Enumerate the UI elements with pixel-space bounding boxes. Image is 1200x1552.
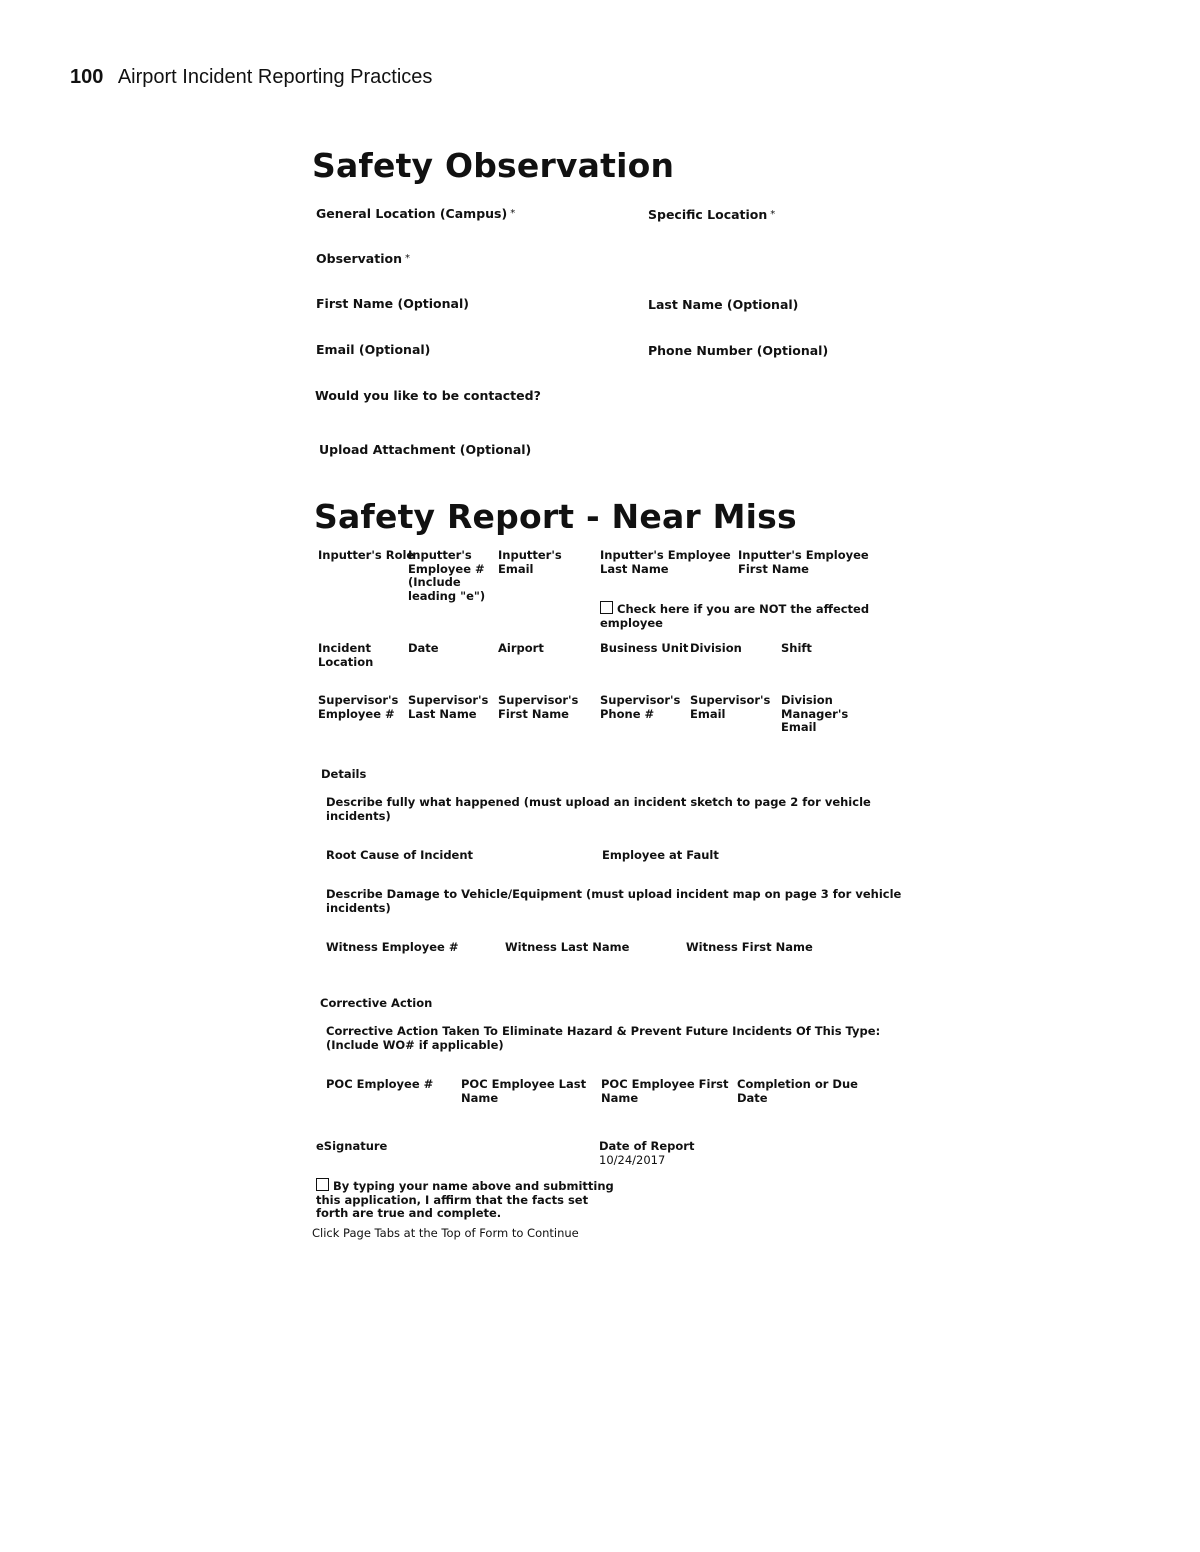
label-line: employee (600, 615, 663, 630)
label-line: Manager's (781, 706, 849, 721)
date-of-report-label: Date of Report (599, 1139, 695, 1153)
root-cause-label[interactable]: Root Cause of Incident (326, 848, 474, 862)
upload-attachment-label[interactable]: Upload Attachment (Optional) (319, 442, 532, 457)
first-name-label[interactable]: First Name (Optional) (316, 296, 469, 311)
division-manager-email-label[interactable] (781, 694, 848, 735)
inputter-first-name-label[interactable] (738, 549, 869, 576)
date-of-report (599, 1140, 694, 1167)
affirm-checkbox[interactable] (316, 1178, 329, 1191)
label-line: Supervisor's (408, 693, 489, 707)
incident-location-label[interactable] (318, 642, 373, 669)
poc-last-name-label[interactable] (461, 1078, 586, 1105)
observation-label[interactable] (316, 252, 410, 266)
completion-date-label[interactable] (737, 1078, 858, 1105)
label-line: forth are true and complete. (316, 1206, 502, 1220)
inputter-role-label[interactable]: Inputter's Role (318, 548, 415, 562)
describe-happened-label[interactable] (326, 796, 871, 823)
details-heading: Details (321, 767, 367, 781)
label-line: Supervisor's (498, 693, 579, 707)
corrective-action-taken-label[interactable] (326, 1025, 880, 1052)
label-line: Inputter's (498, 548, 562, 562)
inputter-employee-num-label[interactable] (408, 549, 485, 603)
label-line: leading "e") (408, 588, 486, 603)
label-line: Employee # (318, 706, 395, 721)
label-line: Phone # (600, 706, 655, 721)
label-line: Email (498, 561, 534, 576)
label-line: (Include WO# if applicable) (326, 1037, 504, 1052)
page-number: 100 (70, 66, 104, 88)
business-unit-label[interactable]: Business Unit (600, 641, 689, 655)
near-miss-title: Safety Report - Near Miss (314, 497, 797, 536)
describe-damage-label[interactable] (326, 888, 901, 915)
supervisor-email-label[interactable] (690, 694, 770, 721)
label-line: Email (690, 706, 726, 721)
supervisor-last-name-label[interactable] (408, 694, 488, 721)
supervisor-phone-label[interactable] (600, 694, 680, 721)
label-line: Name (461, 1090, 499, 1105)
shift-label[interactable]: Shift (781, 641, 812, 655)
label-line: Date (737, 1090, 768, 1105)
required-mark: * (510, 208, 516, 219)
contact-question[interactable]: Would you like to be contacted? (315, 388, 541, 403)
label-line: Check here if you are NOT the affected (617, 602, 870, 616)
witness-first-name-label[interactable]: Witness First Name (686, 940, 813, 954)
phone-label[interactable]: Phone Number (Optional) (648, 343, 829, 358)
general-location-label[interactable] (316, 207, 515, 221)
date-label[interactable]: Date (408, 641, 439, 655)
not-affected-checkbox[interactable] (600, 601, 613, 614)
label-line: Inputter's Employee (738, 548, 869, 562)
label-line: Inputter's (408, 548, 472, 562)
esignature-label[interactable]: eSignature (316, 1139, 388, 1153)
general-location-text: General Location (Campus) (316, 206, 508, 221)
supervisor-employee-num-label[interactable] (318, 694, 398, 721)
safety-observation-title: Safety Observation (312, 146, 675, 185)
label-line: Inputter's Employee (600, 548, 731, 562)
inputter-email-label[interactable] (498, 549, 562, 576)
continue-note: Click Page Tabs at the Top of Form to Continue (312, 1226, 579, 1240)
observation-text: Observation (316, 251, 402, 266)
running-header (70, 66, 432, 89)
affirm-checkbox-row[interactable] (316, 1178, 614, 1221)
label-line: POC Employee First (601, 1077, 729, 1091)
witness-last-name-label[interactable]: Witness Last Name (505, 940, 630, 954)
label-line: incidents) (326, 808, 391, 823)
label-line: Describe Damage to Vehicle/Equipment (must upload incident map on page 3 for vehicle (326, 887, 902, 901)
corrective-action-heading: Corrective Action (320, 996, 433, 1010)
running-title: Airport Incident Reporting Practices (117, 66, 433, 88)
label-line: Division (781, 693, 833, 707)
label-line: Corrective Action Taken To Eliminate Hazard & Prevent Future Incidents Of This Type: (326, 1024, 881, 1038)
label-line: Last Name (408, 706, 477, 721)
email-label[interactable]: Email (Optional) (316, 342, 431, 357)
poc-first-name-label[interactable] (601, 1078, 728, 1105)
witness-employee-num-label[interactable]: Witness Employee # (326, 940, 459, 954)
label-line: Supervisor's (600, 693, 681, 707)
inputter-last-name-label[interactable] (600, 549, 731, 576)
division-label[interactable]: Division (690, 641, 742, 655)
required-mark: * (405, 253, 410, 264)
last-name-label[interactable]: Last Name (Optional) (648, 297, 799, 312)
label-line: this application, I affirm that the facts set (316, 1192, 589, 1207)
supervisor-first-name-label[interactable] (498, 694, 578, 721)
label-line: POC Employee Last (461, 1077, 587, 1091)
specific-location-label[interactable] (648, 208, 775, 222)
label-line: Last Name (600, 561, 669, 576)
label-line: Describe fully what happened (must upload an incident sketch to page 2 for vehicle (326, 795, 871, 809)
label-line: First Name (738, 561, 809, 576)
not-affected-checkbox-row[interactable] (600, 601, 869, 630)
label-line: By typing your name above and submitting (333, 1179, 614, 1193)
label-line: incidents) (326, 900, 391, 915)
required-mark: * (770, 209, 776, 220)
label-line: First Name (498, 706, 569, 721)
label-line: Employee # (408, 561, 485, 576)
label-line: Name (601, 1090, 639, 1105)
poc-employee-num-label[interactable]: POC Employee # (326, 1077, 434, 1091)
label-line: Incident (318, 641, 371, 655)
specific-location-text: Specific Location (648, 207, 768, 222)
label-line: Email (781, 720, 817, 734)
date-of-report-value: 10/24/2017 (599, 1152, 666, 1167)
label-line: Completion or Due (737, 1077, 858, 1091)
employee-at-fault-label[interactable]: Employee at Fault (602, 848, 719, 862)
label-line: (Include (408, 575, 461, 589)
label-line: Supervisor's (318, 693, 399, 707)
label-line: Supervisor's (690, 693, 771, 707)
airport-label[interactable]: Airport (498, 641, 544, 655)
label-line: Location (318, 654, 374, 669)
